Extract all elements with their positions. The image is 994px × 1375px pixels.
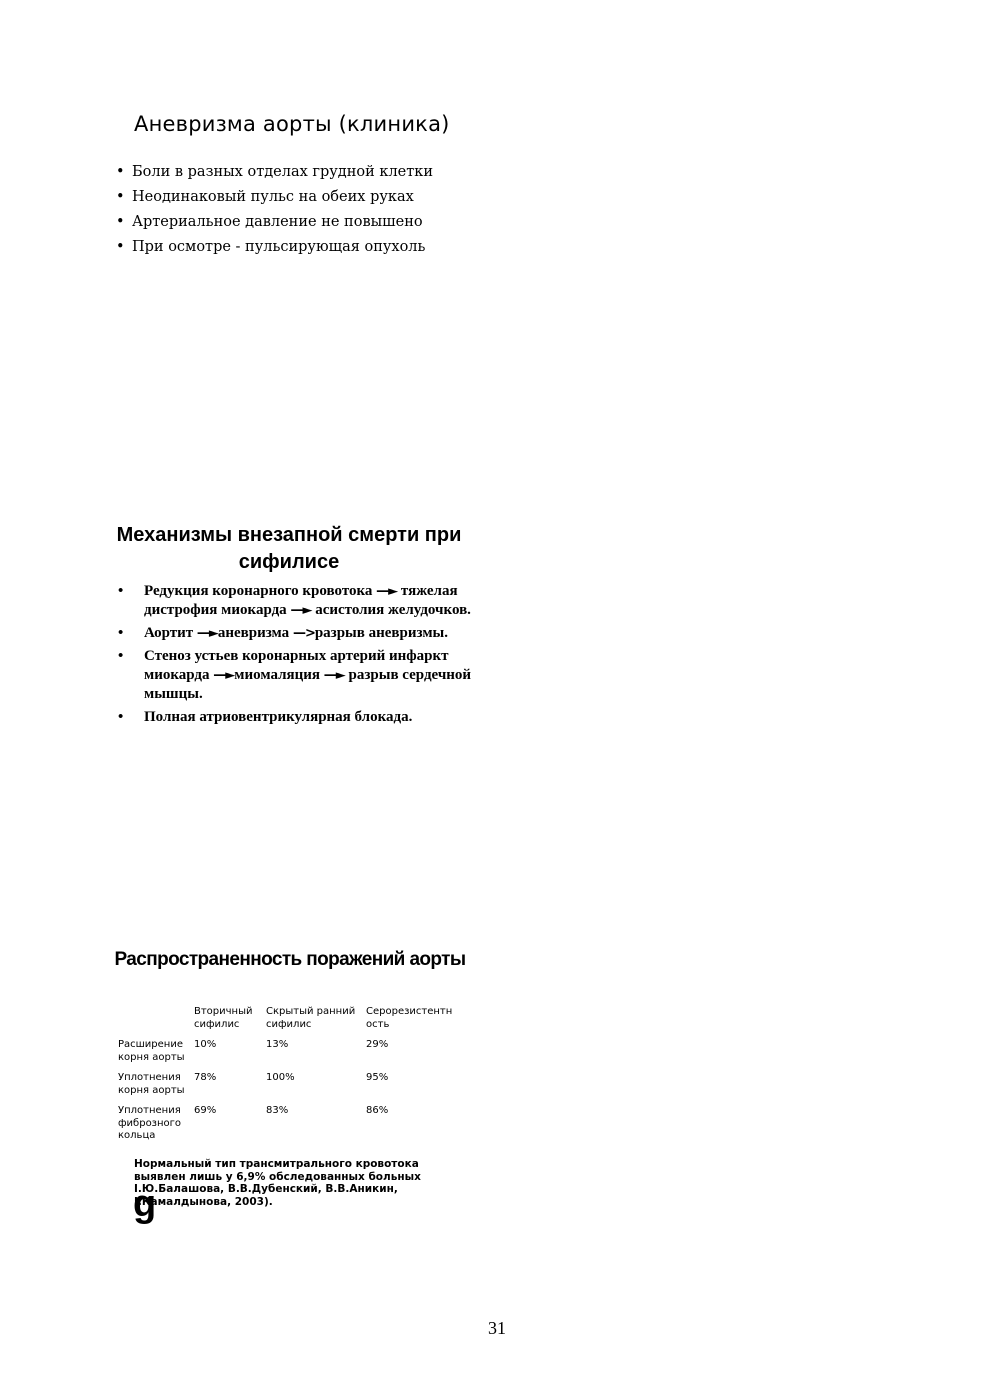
list-item-text: разрыв аневризмы. [314, 625, 448, 641]
table-row [116, 1105, 459, 1151]
list-item-text: асистолия желудочков. [311, 602, 471, 618]
table-cell: 100% [266, 1072, 295, 1083]
slide1-title: Аневризма аорты (клиника) [134, 112, 450, 136]
slide2-title: Механизмы внезапной смерти при сифилисе [116, 524, 462, 573]
bullet: • [116, 239, 125, 255]
arrow-icon: —► [376, 584, 398, 599]
arrow-icon: —► [196, 626, 218, 641]
stray-glyph: g [133, 1183, 157, 1225]
table-cell: 86% [366, 1105, 389, 1116]
bullet: • [118, 648, 124, 664]
column-header: Вторичный сифилис [194, 1006, 253, 1030]
page-number: 31 [488, 1318, 506, 1338]
list-item-text: Полная атриовентрикулярная блокада. [144, 709, 413, 725]
column-header [116, 1006, 192, 1039]
arrow-icon: —► [213, 668, 235, 683]
list-item-text: аневризма [217, 625, 293, 641]
arrow-icon: —> [292, 626, 315, 641]
table-cell: 69% [194, 1105, 217, 1116]
list-item-text: При осмотре - пульсирующая опухоль [132, 239, 426, 255]
list-item-text: Боли в разных отделах грудной клетки [132, 164, 433, 180]
table-cell: 29% [366, 1039, 389, 1050]
slide3-title: Распространенность поражений аорты [114, 949, 466, 970]
list-item-text: Стеноз устьев коронарных артерий инфаркт миокарда [144, 648, 449, 683]
table-row [116, 1072, 459, 1105]
bullet: • [116, 189, 125, 205]
prevalence-table [116, 1006, 459, 1151]
table-cell: 83% [266, 1105, 289, 1116]
arrow-icon: —► [290, 603, 312, 618]
column-header: Скрытый ранний сифилис [266, 1006, 356, 1030]
bullet: • [118, 709, 124, 725]
list-item [116, 624, 476, 643]
bullet: • [118, 625, 124, 641]
table-cell: 95% [366, 1072, 389, 1083]
table-row [116, 1039, 459, 1072]
list-item [116, 161, 433, 186]
slide1-list [116, 161, 433, 261]
bullet: • [118, 583, 124, 599]
list-item-text: Редукция коронарного кровотока [144, 583, 377, 599]
list-item [116, 647, 476, 704]
list-item [116, 211, 433, 236]
table-cell: 10% [194, 1039, 217, 1050]
list-item-text: миомаляция [234, 667, 324, 683]
arrow-icon: —► [323, 668, 345, 683]
bullet: • [116, 164, 125, 180]
table-cell: 13% [266, 1039, 289, 1050]
row-label: Уплотнения корня аорты [118, 1072, 185, 1096]
column-header: Серорезистентн ость [366, 1006, 453, 1030]
list-item-text: Артериальное давление не повышено [132, 214, 423, 230]
list-item-text: тяжелая дистрофия миокарда [144, 583, 458, 618]
slide2-list [116, 582, 476, 731]
table-cell: 78% [194, 1072, 217, 1083]
list-item [116, 582, 476, 620]
row-label: Уплотнения фиброзного кольца [118, 1105, 182, 1141]
list-item-text: Неодинаковый пульс на обеих руках [132, 189, 414, 205]
list-item-text: разрыв сердечной мышцы. [144, 667, 472, 702]
list-item [116, 236, 433, 261]
list-item [116, 708, 476, 727]
list-item-text: Аортит [144, 625, 197, 641]
table-header-row [116, 1006, 459, 1039]
row-label: Расширение корня аорты [118, 1039, 185, 1063]
bullet: • [116, 214, 125, 230]
citation-note: Нормальный тип трансмитрального кровотока выявлен лишь у 6,9% обследованных больных I.Ю.Балашова, В.В.Дубенский, В.В.Аникин, I.Камалдынова, 2003). [134, 1158, 421, 1208]
list-item [116, 186, 433, 211]
